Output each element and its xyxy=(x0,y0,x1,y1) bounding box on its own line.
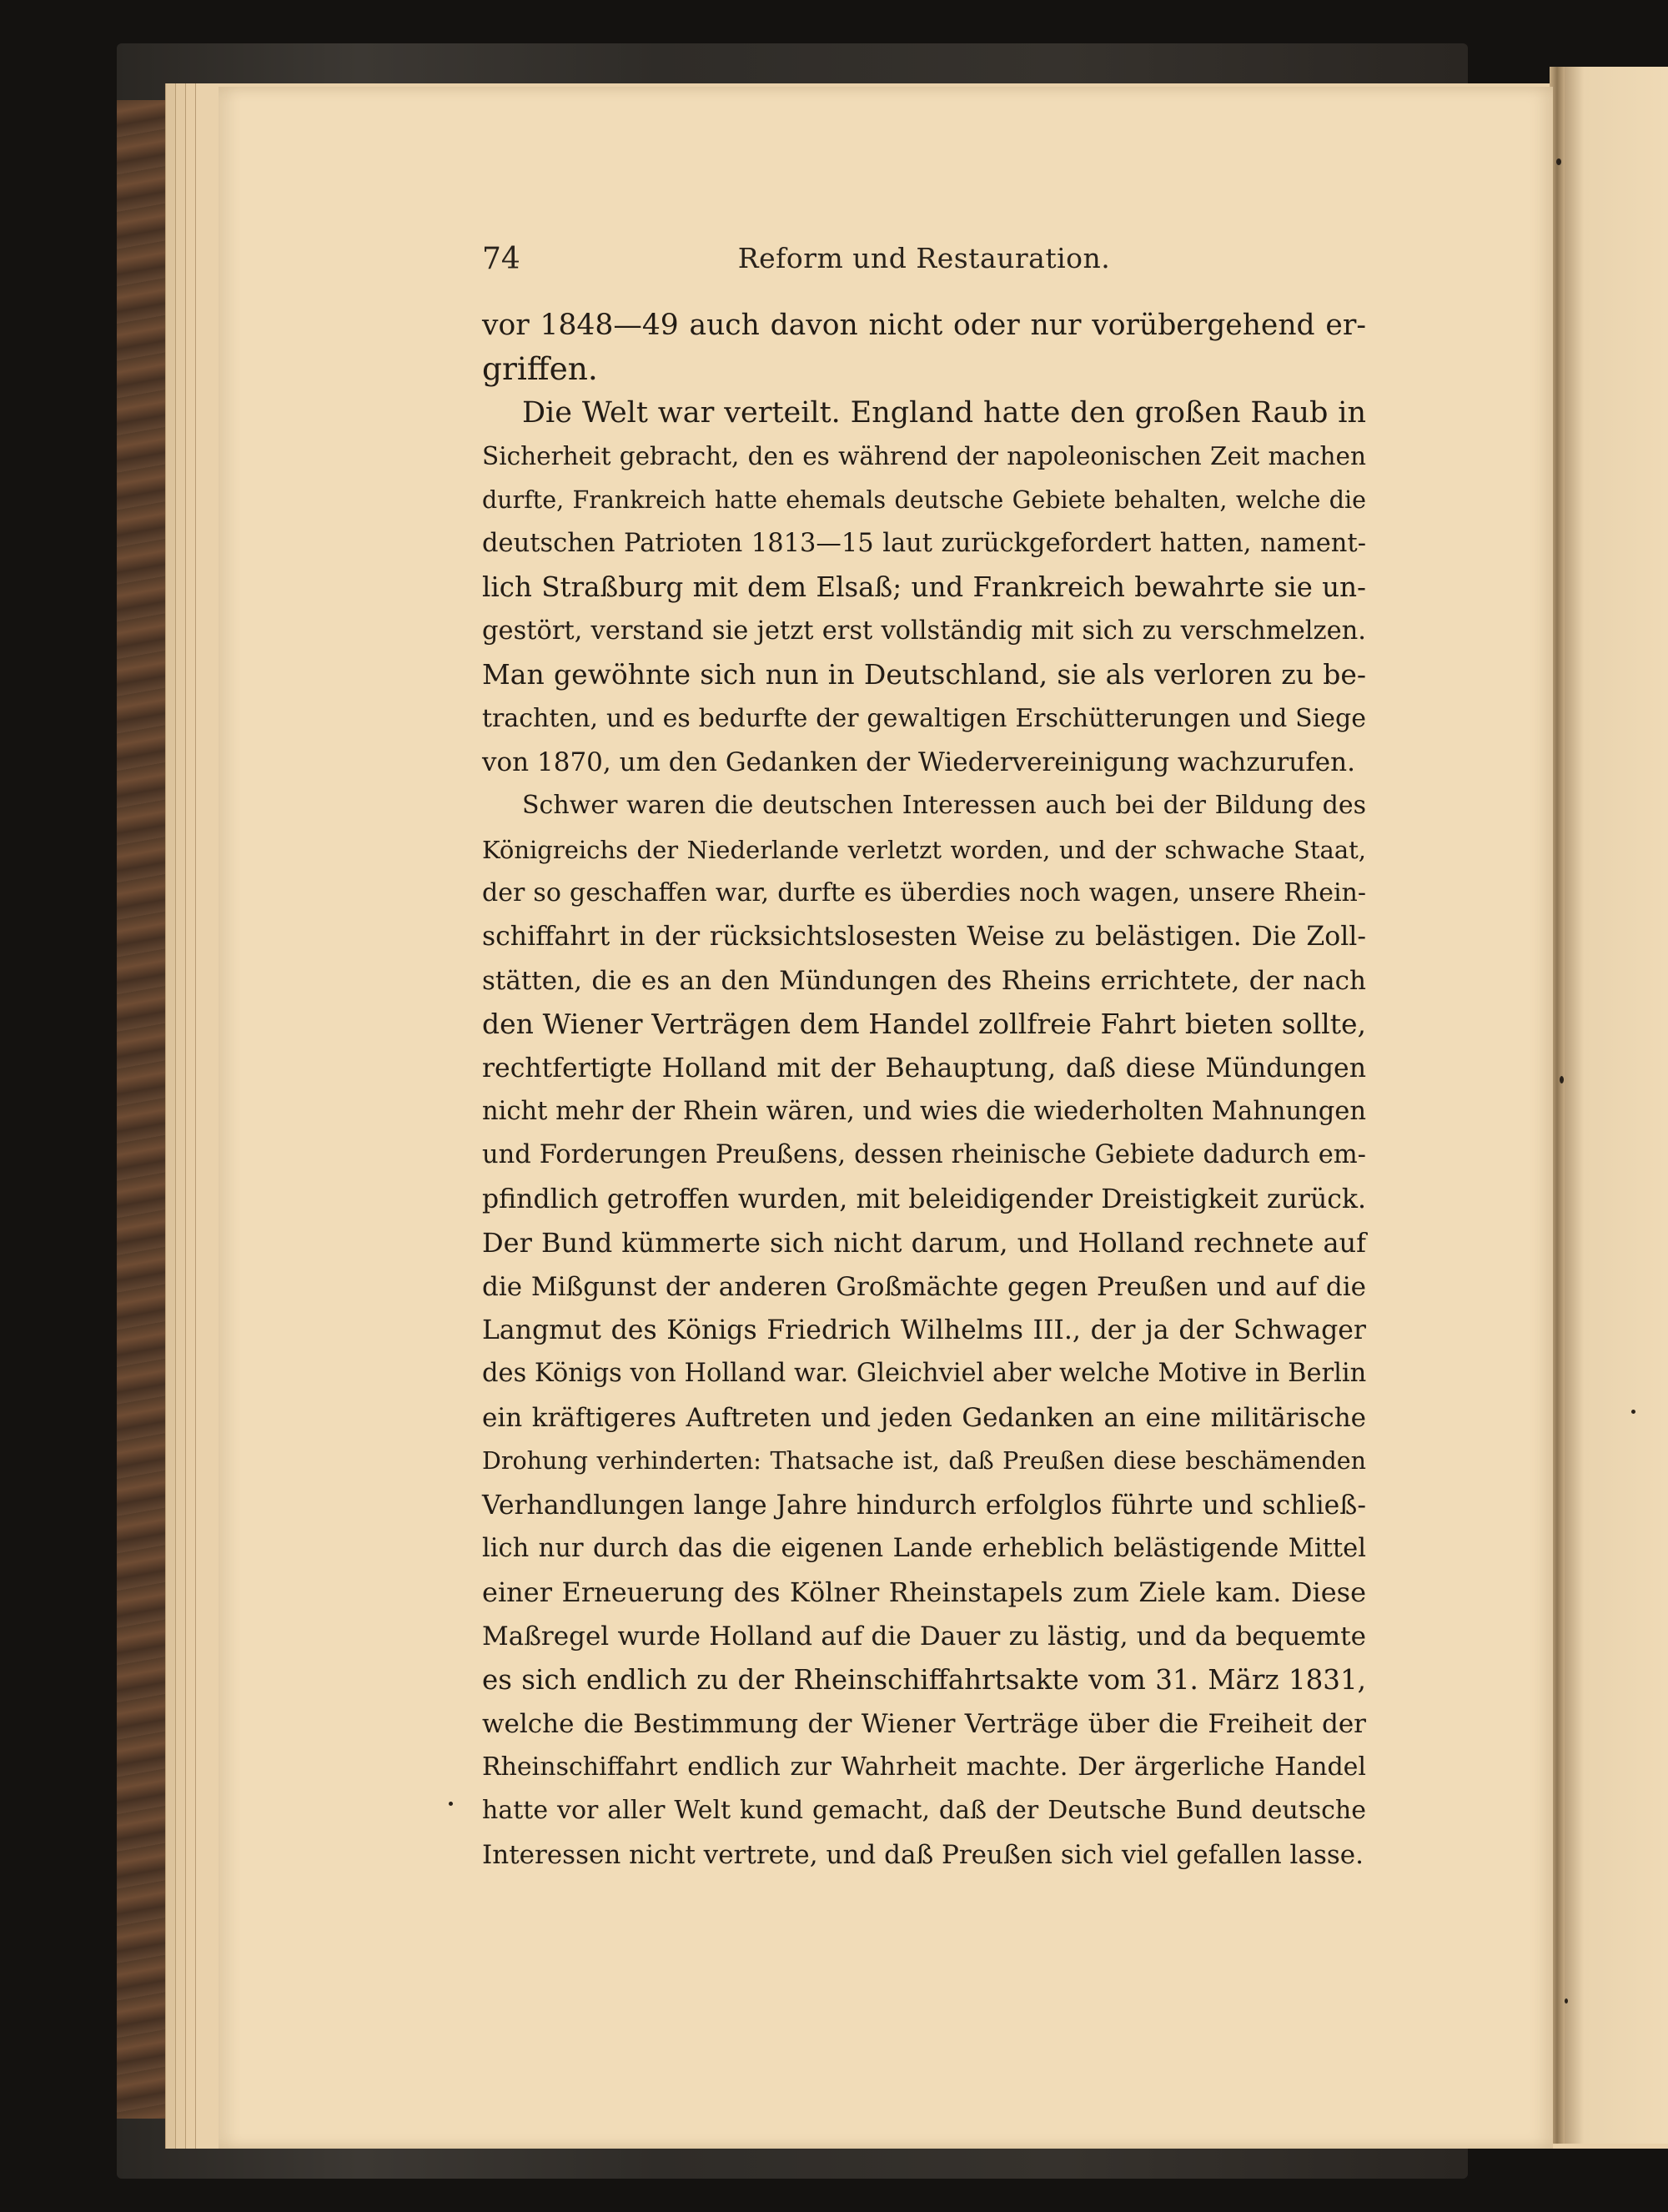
text-line: rechtfertigte Holland mit der Behauptung, daß diese Mündungen xyxy=(482,1053,1366,1083)
text-line: die Mißgunst der anderen Großmächte gegen Preußen und auf die xyxy=(482,1271,1366,1302)
facing-page-edge xyxy=(1563,67,1668,2144)
paper-speck xyxy=(1631,1410,1635,1414)
text-line: Schwer waren die deutschen Interessen auch bei der Bildung des xyxy=(522,791,1366,821)
text-line: Rheinschiffahrt endlich zur Wahrheit machte. Der ärgerliche Handel xyxy=(482,1752,1366,1782)
text-line: des Königs von Holland war. Gleichviel aber welche Motive in Berlin xyxy=(482,1359,1367,1389)
body-text xyxy=(482,304,1366,1877)
text-line: griffen. xyxy=(482,350,598,388)
paper-speck xyxy=(1565,1998,1568,2003)
text-line: welche die Bestimmung der Wiener Verträge über die Freiheit der xyxy=(482,1708,1366,1739)
text-line: der so geschaffen war, durfte es überdies noch wagen, unsere Rhein- xyxy=(482,878,1366,908)
text-line: gestört, verstand sie jetzt erst vollständig mit sich zu verschmelzen. xyxy=(482,616,1366,646)
paper-speck xyxy=(1556,158,1561,165)
text-line: Maßregel wurde Holland auf die Dauer zu lästig, und da bequemte xyxy=(482,1621,1366,1651)
text-line: Königreichs der Niederlande verletzt worden, und der schwache Staat, xyxy=(482,835,1366,864)
text-line: durfte, Frankreich hatte ehemals deutsche Gebiete behalten, welche die xyxy=(482,485,1366,514)
text-line: den Wiener Verträgen dem Handel zollfreie Fahrt bieten sollte, xyxy=(482,1008,1366,1041)
text-line: deutschen Patrioten 1813—15 laut zurückgefordert hatten, nament- xyxy=(482,528,1366,558)
text-line: schiffahrt in der rücksichtslosesten Weise zu belästigen. Die Zoll- xyxy=(482,922,1366,953)
text-line: es sich endlich zu der Rheinschiffahrtsakte vom 31. März 1831, xyxy=(482,1664,1366,1697)
text-line: vor 1848—49 auch davon nicht oder nur vorübergehend er- xyxy=(482,309,1366,342)
text-line: lich nur durch das die eigenen Lande erheblich belästigende Mittel xyxy=(482,1533,1366,1563)
text-line: Die Welt war verteilt. England hatte den großen Raub in xyxy=(522,395,1366,430)
text-line: lich Straßburg mit dem Elsaß; und Frankreich bewahrte sie un- xyxy=(482,571,1366,604)
text-line: Man gewöhnte sich nun in Deutschland, sie als verloren zu be- xyxy=(482,658,1366,691)
text-line: von 1870, um den Gedanken der Wiedervereinigung wachzurufen. xyxy=(482,747,1355,777)
text-line: Der Bund kümmerte sich nicht darum, und Holland rechnete auf xyxy=(482,1227,1366,1259)
page-number: 74 xyxy=(482,242,520,276)
text-line: hatte vor aller Welt kund gemacht, daß der Deutsche Bund deutsche xyxy=(482,1796,1366,1826)
text-line: einer Erneuerung des Kölner Rheinstapels zum Ziele kam. Diese xyxy=(482,1576,1366,1609)
page-header xyxy=(482,242,1366,284)
text-line: und Forderungen Preußens, dessen rheinische Gebiete dadurch em- xyxy=(482,1140,1366,1170)
text-line: trachten, und es bedurfte der gewaltigen Erschütterungen und Siege xyxy=(482,703,1366,733)
paper-speck xyxy=(1560,1076,1564,1083)
text-line: nicht mehr der Rhein wären, und wies die wiederholten Mahnungen xyxy=(482,1097,1366,1127)
text-line: Verhandlungen lange Jahre hindurch erfolglos führte und schließ- xyxy=(482,1490,1366,1521)
text-line: Interessen nicht vertrete, und daß Preußen sich viel gefallen lasse. xyxy=(482,1839,1364,1870)
text-line: pfindlich getroffen wurden, mit beleidigender Dreistigkeit zurück. xyxy=(482,1184,1366,1214)
text-line: Langmut des Königs Friedrich Wilhelms III., der ja der Schwager xyxy=(482,1315,1366,1345)
running-head: Reform und Restauration. xyxy=(737,242,1111,274)
text-line: stätten, die es an den Mündungen des Rheins errichtete, der nach xyxy=(482,965,1366,996)
text-line: Drohung verhinderten: Thatsache ist, daß Preußen diese beschämenden xyxy=(482,1447,1366,1476)
paper-speck xyxy=(449,1802,453,1806)
text-line: ein kräftigeres Auftreten und jeden Gedanken an eine militärische xyxy=(482,1402,1366,1433)
text-line: Sicherheit gebracht, den es während der napoleonischen Zeit machen xyxy=(482,442,1366,471)
